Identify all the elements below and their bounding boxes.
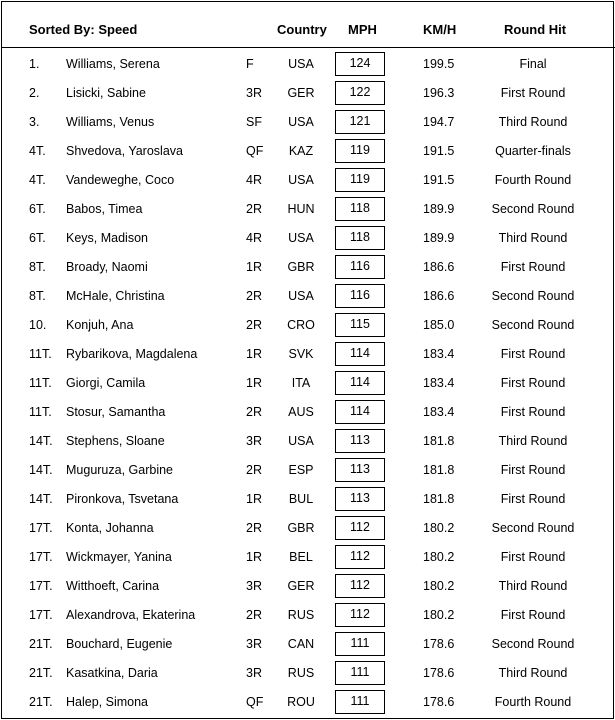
table-row: [2, 368, 615, 397]
round-hit-cell: First Round: [500, 347, 566, 361]
round-hit-cell: Fourth Round: [494, 173, 572, 187]
country-cell: BUL: [288, 492, 314, 506]
round-hit-cell: Fourth Round: [494, 695, 572, 709]
mph-cell: 119: [335, 168, 385, 192]
mph-cell: 112: [335, 574, 385, 598]
table-row: [2, 252, 615, 281]
table-header: [2, 2, 615, 48]
kmh-cell: 183.4: [423, 347, 455, 361]
country-cell: CRO: [287, 318, 315, 332]
table-row: [2, 136, 615, 165]
player-name-cell: Keys, Madison: [66, 231, 148, 245]
mph-cell: 122: [335, 81, 385, 105]
round-cell: 1R: [246, 550, 262, 564]
player-name-cell: Konjuh, Ana: [66, 318, 134, 332]
country-cell: CAN: [287, 637, 315, 651]
player-name-cell: Wickmayer, Yanina: [66, 550, 172, 564]
kmh-cell: 178.6: [423, 695, 455, 709]
player-name-cell: Alexandrova, Ekaterina: [66, 608, 196, 622]
kmh-cell: 180.2: [423, 550, 455, 564]
round-cell: 4R: [246, 231, 262, 245]
kmh-cell: 183.4: [423, 405, 455, 419]
round-hit-cell: Second Round: [491, 202, 575, 216]
sorted-by-header[interactable]: Sorted By: Speed: [29, 22, 138, 37]
mph-cell: 111: [335, 632, 385, 656]
table-row: [2, 629, 615, 658]
player-name-cell: Shvedova, Yaroslava: [66, 144, 183, 158]
table-row: [2, 310, 615, 339]
round-cell: 2R: [246, 318, 262, 332]
table-row: [2, 165, 615, 194]
player-name-cell: Muguruza, Garbine: [66, 463, 174, 477]
round-cell: 3R: [246, 86, 262, 100]
rank-cell: 4T.: [29, 144, 46, 158]
player-name-cell: Bouchard, Eugenie: [66, 637, 173, 651]
mph-cell: 113: [335, 487, 385, 511]
country-cell: ITA: [291, 376, 311, 390]
round-cell: 2R: [246, 463, 262, 477]
round-hit-cell: First Round: [500, 608, 566, 622]
round-cell: 4R: [246, 173, 262, 187]
table-row: [2, 426, 615, 455]
table-row: [2, 455, 615, 484]
round-hit-cell: Second Round: [491, 318, 575, 332]
round-hit-cell: Final: [519, 57, 547, 71]
round-cell: F: [246, 57, 254, 71]
rank-cell: 21T.: [29, 695, 53, 709]
mph-cell: 119: [335, 139, 385, 163]
country-cell: USA: [288, 57, 314, 71]
rank-cell: 17T.: [29, 579, 53, 593]
round-cell: SF: [246, 115, 262, 129]
round-hit-cell: First Round: [500, 86, 566, 100]
table-row: [2, 513, 615, 542]
player-name-cell: Broady, Naomi: [66, 260, 148, 274]
table-row: [2, 658, 615, 687]
round-cell: 3R: [246, 434, 262, 448]
kmh-cell: 180.2: [423, 579, 455, 593]
round-cell: 1R: [246, 492, 262, 506]
round-cell: 1R: [246, 260, 262, 274]
table-row: [2, 571, 615, 600]
table-row: [2, 687, 615, 716]
country-cell: HUN: [287, 202, 315, 216]
mph-cell: 112: [335, 516, 385, 540]
round-hit-cell: Third Round: [498, 666, 568, 680]
mph-cell: 113: [335, 429, 385, 453]
player-name-cell: Williams, Venus: [66, 115, 155, 129]
rank-cell: 21T.: [29, 666, 53, 680]
rank-cell: 2.: [29, 86, 40, 100]
table-row: [2, 107, 615, 136]
table-row: [2, 194, 615, 223]
rank-cell: 11T.: [29, 347, 52, 361]
kmh-cell: 185.0: [423, 318, 455, 332]
kmh-cell: 180.2: [423, 521, 455, 535]
country-cell: GBR: [287, 521, 315, 535]
round-hit-cell: First Round: [500, 376, 566, 390]
mph-cell: 111: [335, 690, 385, 714]
country-cell: ROU: [287, 695, 315, 709]
player-name-cell: Kasatkina, Daria: [66, 666, 158, 680]
kmh-cell: 180.2: [423, 608, 455, 622]
country-cell: AUS: [288, 405, 314, 419]
round-cell: 2R: [246, 202, 262, 216]
round-cell: 3R: [246, 666, 262, 680]
country-cell: RUS: [287, 608, 315, 622]
rank-cell: 21T.: [29, 637, 53, 651]
round-hit-cell: First Round: [500, 405, 566, 419]
player-name-cell: Stephens, Sloane: [66, 434, 165, 448]
table-row: [2, 281, 615, 310]
mph-cell: 124: [335, 52, 385, 76]
round-hit-cell: First Round: [500, 260, 566, 274]
round-hit-header[interactable]: Round Hit: [504, 22, 567, 37]
round-hit-cell: First Round: [500, 463, 566, 477]
rank-cell: 14T.: [29, 434, 53, 448]
rank-cell: 17T.: [29, 608, 53, 622]
rank-cell: 11T.: [29, 405, 52, 419]
mph-cell: 118: [335, 197, 385, 221]
serve-speed-table: [1, 1, 614, 719]
kmh-cell: 181.8: [423, 434, 455, 448]
round-cell: 1R: [246, 376, 262, 390]
mph-cell: 116: [335, 284, 385, 308]
kmh-cell: 178.6: [423, 666, 455, 680]
round-hit-cell: First Round: [500, 492, 566, 506]
round-cell: 2R: [246, 521, 262, 535]
round-cell: 2R: [246, 608, 262, 622]
round-hit-cell: First Round: [500, 550, 566, 564]
round-hit-cell: Second Round: [491, 289, 575, 303]
country-cell: BEL: [289, 550, 313, 564]
rank-cell: 17T.: [29, 521, 53, 535]
table-row: [2, 542, 615, 571]
kmh-cell: 199.5: [423, 57, 455, 71]
kmh-cell: 189.9: [423, 231, 455, 245]
round-hit-cell: Third Round: [498, 115, 568, 129]
kmh-cell: 189.9: [423, 202, 455, 216]
round-cell: 2R: [246, 405, 262, 419]
player-name-cell: Rybarikova, Magdalena: [66, 347, 198, 361]
kmh-cell: 191.5: [423, 144, 455, 158]
rank-cell: 6T.: [29, 202, 46, 216]
round-cell: 2R: [246, 289, 262, 303]
player-name-cell: Williams, Serena: [66, 57, 160, 71]
player-name-cell: Babos, Timea: [66, 202, 143, 216]
round-cell: 3R: [246, 579, 262, 593]
round-cell: 1R: [246, 347, 262, 361]
country-cell: KAZ: [288, 144, 314, 158]
country-cell: USA: [288, 115, 314, 129]
mph-cell: 116: [335, 255, 385, 279]
country-cell: USA: [288, 231, 314, 245]
table-row: [2, 49, 615, 78]
round-hit-cell: Second Round: [491, 521, 575, 535]
country-cell: SVK: [288, 347, 314, 361]
round-hit-cell: Third Round: [498, 434, 568, 448]
kmh-cell: 191.5: [423, 173, 455, 187]
country-cell: USA: [288, 434, 314, 448]
player-name-cell: McHale, Christina: [66, 289, 165, 303]
kmh-cell: 178.6: [423, 637, 455, 651]
country-cell: USA: [288, 289, 314, 303]
table-row: [2, 600, 615, 629]
player-name-cell: Stosur, Samantha: [66, 405, 166, 419]
mph-cell: 111: [335, 661, 385, 685]
country-cell: RUS: [287, 666, 315, 680]
table-row: [2, 78, 615, 107]
rank-cell: 11T.: [29, 376, 52, 390]
mph-cell: 114: [335, 400, 385, 424]
kmh-cell: 183.4: [423, 376, 455, 390]
country-cell: GER: [287, 579, 315, 593]
kmh-cell: 196.3: [423, 86, 455, 100]
mph-cell: 112: [335, 545, 385, 569]
country-cell: ESP: [288, 463, 314, 477]
rank-cell: 8T.: [29, 289, 46, 303]
table-row: [2, 339, 615, 368]
round-hit-cell: Quarter-finals: [495, 144, 571, 158]
player-name-cell: Lisicki, Sabine: [66, 86, 146, 100]
country-cell: GBR: [287, 260, 315, 274]
mph-header[interactable]: MPH: [348, 22, 377, 37]
kmh-cell: 186.6: [423, 260, 455, 274]
table-row: [2, 223, 615, 252]
mph-cell: 115: [335, 313, 385, 337]
country-header[interactable]: Country: [277, 22, 327, 37]
kmh-cell: 181.8: [423, 463, 455, 477]
rank-cell: 10.: [29, 318, 47, 332]
round-hit-cell: Third Round: [498, 579, 568, 593]
round-hit-cell: Third Round: [498, 231, 568, 245]
rank-cell: 4T.: [29, 173, 46, 187]
player-name-cell: Halep, Simona: [66, 695, 148, 709]
mph-cell: 114: [335, 371, 385, 395]
player-name-cell: Konta, Johanna: [66, 521, 154, 535]
kmh-cell: 186.6: [423, 289, 455, 303]
rank-cell: 1.: [29, 57, 40, 71]
player-name-cell: Pironkova, Tsvetana: [66, 492, 179, 506]
rank-cell: 8T.: [29, 260, 46, 274]
rank-cell: 17T.: [29, 550, 53, 564]
rank-cell: 14T.: [29, 463, 53, 477]
round-hit-cell: Second Round: [491, 637, 575, 651]
round-cell: 3R: [246, 637, 262, 651]
mph-cell: 121: [335, 110, 385, 134]
rank-cell: 6T.: [29, 231, 46, 245]
kmh-cell: 194.7: [423, 115, 455, 129]
mph-cell: 118: [335, 226, 385, 250]
player-name-cell: Vandeweghe, Coco: [66, 173, 175, 187]
country-cell: GER: [287, 86, 315, 100]
rank-cell: 3.: [29, 115, 40, 129]
player-name-cell: Giorgi, Camila: [66, 376, 146, 390]
country-cell: USA: [288, 173, 314, 187]
mph-cell: 112: [335, 603, 385, 627]
kmh-cell: 181.8: [423, 492, 455, 506]
kmh-header[interactable]: KM/H: [423, 22, 457, 37]
round-cell: QF: [246, 695, 264, 709]
round-cell: QF: [246, 144, 264, 158]
player-name-cell: Witthoeft, Carina: [66, 579, 160, 593]
mph-cell: 114: [335, 342, 385, 366]
table-row: [2, 484, 615, 513]
rank-cell: 14T.: [29, 492, 53, 506]
table-row: [2, 397, 615, 426]
mph-cell: 113: [335, 458, 385, 482]
